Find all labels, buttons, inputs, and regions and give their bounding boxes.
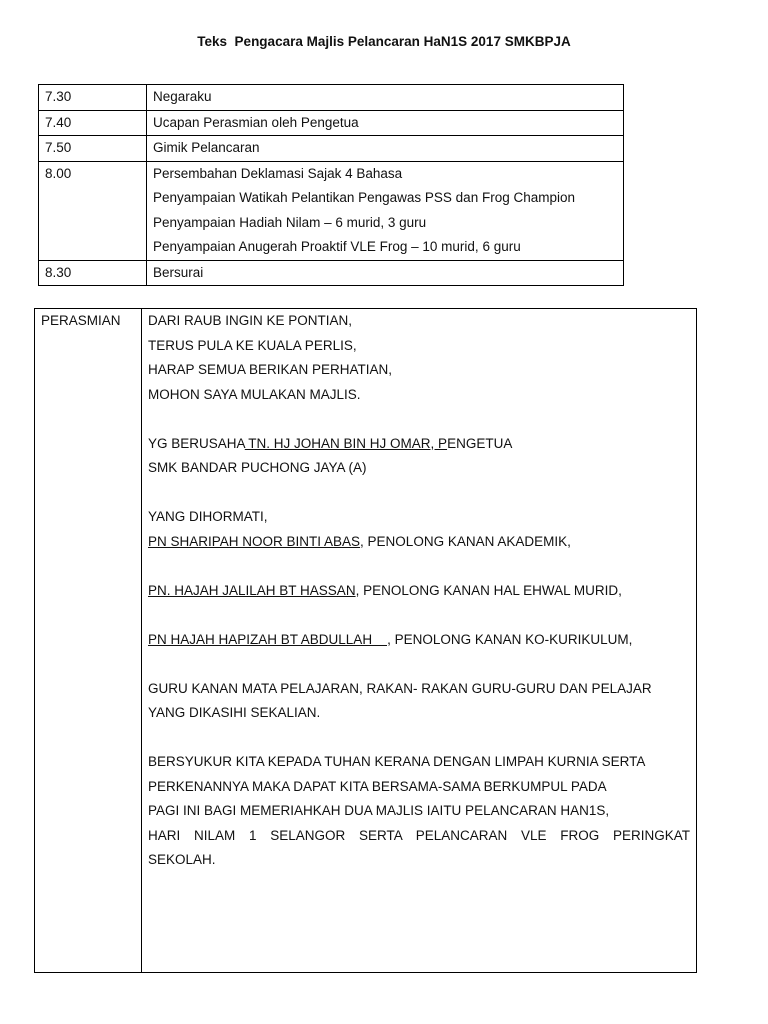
time-cell: 7.30 [39, 85, 147, 111]
pk2-name: PN. HAJAH JALILAH BT HASSAN [148, 582, 356, 598]
section-label: PERASMIAN [35, 309, 142, 973]
table-row [39, 110, 624, 136]
pk2-role: , PENOLONG KANAN HAL EHWAL MURID, [355, 582, 622, 598]
pk2-line [148, 579, 690, 604]
item-line: Penyampaian Anugerah Proaktif VLE Frog – 10 murid, 6 guru [153, 239, 521, 254]
document-title: Teks Pengacara Majlis Pelancaran HaN1S 2017 SMKBPJA [197, 34, 571, 49]
item-cell [147, 260, 624, 286]
time-cell: 7.50 [39, 136, 147, 162]
body-line: SEKOLAH. [148, 852, 216, 867]
item-line: Negaraku [153, 89, 212, 104]
principal-title: ENGETUA [447, 435, 513, 451]
item-cell [147, 136, 624, 162]
time-cell: 8.00 [39, 161, 147, 260]
script-table [34, 308, 697, 973]
item-line: Gimik Pelancaran [153, 140, 260, 155]
body-line: PERKENANNYA MAKA DAPAT KITA BERSAMA-SAMA BERKUMPUL PADA [148, 778, 607, 794]
pantun-line: TERUS PULA KE KUALA PERLIS, [148, 337, 357, 353]
time-cell: 8.30 [39, 260, 147, 286]
pk3-name: PN HAJAH HAPIZAH BT ABDULLAH , [148, 631, 391, 647]
spacer [148, 407, 690, 432]
body-line: HARI NILAM 1 SELANGOR SERTA PELANCARAN VLE FROG PERINGKAT [148, 827, 690, 843]
table-row [39, 260, 624, 286]
spacer [148, 726, 690, 751]
principal-line [148, 432, 690, 457]
item-cell [147, 161, 624, 260]
table-row [39, 85, 624, 111]
pantun-line: DARI RAUB INGIN KE PONTIAN, [148, 313, 353, 328]
spacer [148, 603, 690, 628]
spacer [148, 652, 690, 677]
body-line: PAGI INI BAGI MEMERIAHKAH DUA MAJLIS IAITU PELANCARAN HAN1S, [148, 803, 610, 818]
schedule-table [38, 84, 624, 286]
principal-prefix: YG BERUSAHA [148, 435, 245, 451]
item-line: Ucapan Perasmian oleh Pengetua [153, 114, 359, 130]
greeting-line: GURU KANAN MATA PELAJARAN, RAKAN- RAKAN GURU-GURU DAN PELAJAR [148, 680, 652, 696]
pk3-line [148, 628, 690, 653]
spacer [148, 554, 690, 579]
principal-name: TN. HJ JOHAN BIN HJ OMAR, P [244, 435, 448, 451]
pantun-line: HARAP SEMUA BERIKAN PERHATIAN, [148, 362, 393, 377]
pk1-role: , PENOLONG KANAN AKADEMIK, [360, 533, 571, 549]
item-cell [147, 110, 624, 136]
body-line: BERSYUKUR KITA KEPADA TUHAN KERANA DENGAN LIMPAH KURNIA SERTA [148, 754, 646, 769]
item-line: Persembahan Deklamasi Sajak 4 Bahasa [153, 165, 403, 181]
pk1-line [148, 530, 690, 555]
pantun-line: MOHON SAYA MULAKAN MAJLIS. [148, 386, 361, 402]
respected-line: YANG DIHORMATI, [148, 509, 268, 524]
pk3-role: PENOLONG KANAN KO-KURIKULUM, [390, 631, 633, 647]
pk1-name: PN SHARIPAH NOOR BINTI ABAS [148, 533, 361, 549]
item-line: Penyampaian Watikah Pelantikan Pengawas PSS dan Frog Champion [153, 190, 575, 205]
table-row [35, 309, 697, 973]
time-cell: 7.40 [39, 110, 147, 136]
script-content [142, 309, 697, 973]
item-line: Bersurai [153, 264, 204, 280]
table-row [39, 136, 624, 162]
spacer [148, 481, 690, 506]
school-line: SMK BANDAR PUCHONG JAYA (A) [148, 460, 367, 475]
table-row [39, 161, 624, 260]
item-cell [147, 85, 624, 111]
item-line: Penyampaian Hadiah Nilam – 6 murid, 3 guru [153, 214, 427, 230]
greeting-line: YANG DIKASIHI SEKALIAN. [148, 705, 321, 720]
